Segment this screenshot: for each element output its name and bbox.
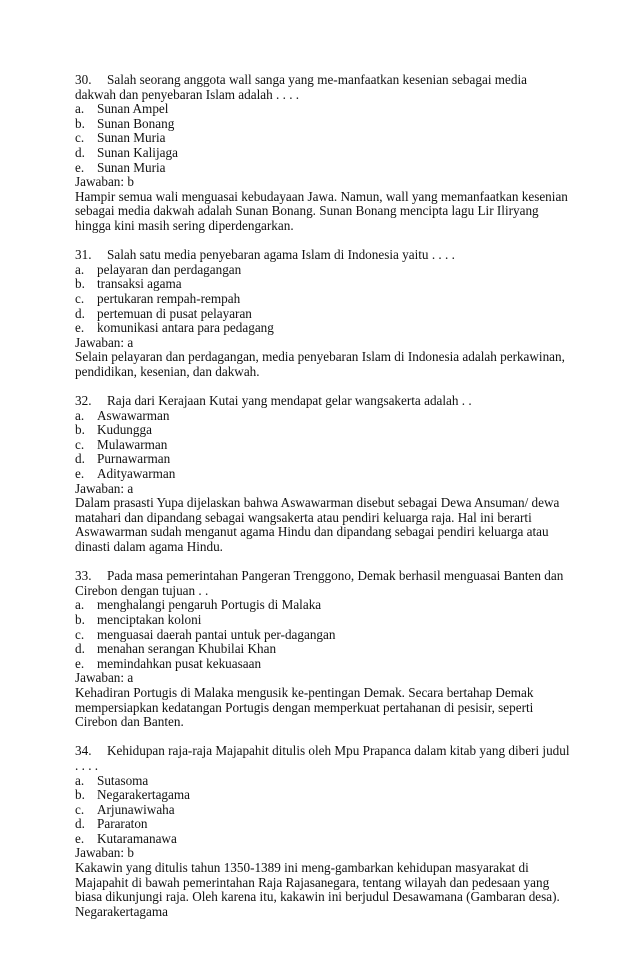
option-letter: a.	[75, 261, 85, 277]
option-b	[75, 423, 570, 438]
option-a	[75, 263, 570, 278]
option-letter: d.	[75, 144, 85, 160]
answer-line: Jawaban: a	[75, 480, 134, 496]
option-d	[75, 642, 570, 657]
option-d	[75, 817, 570, 832]
option-letter: e.	[75, 466, 85, 482]
option-letter: c.	[75, 130, 85, 146]
option-text: Sunan Ampel	[97, 101, 169, 117]
option-text: menahan serangan Khubilai Khan	[97, 641, 277, 657]
option-letter: b.	[75, 787, 85, 803]
question-text: Salah seorang anggota wall sanga yang me-manfaatkan kesenian sebagai media dakwah dan penyebaran Islam adalah . . . .	[75, 72, 528, 102]
option-letter: b.	[75, 276, 85, 292]
option-text: transaksi agama	[97, 276, 182, 292]
option-a	[75, 774, 570, 789]
option-text: Sutasoma	[97, 772, 149, 788]
option-d	[75, 146, 570, 161]
question-31	[75, 248, 570, 379]
option-c	[75, 131, 570, 146]
option-d	[75, 307, 570, 322]
option-letter: a.	[75, 101, 85, 117]
explanation: Selain pelayaran dan perdagangan, media penyebaran Islam di Indonesia adalah perkawinan, pendidikan, kesenian, dan dakwah.	[75, 349, 565, 379]
question-30	[75, 73, 570, 234]
option-a	[75, 409, 570, 424]
option-c	[75, 803, 570, 818]
question-stem	[75, 744, 570, 773]
option-b	[75, 277, 570, 292]
option-c	[75, 292, 570, 307]
option-text: pelayaran dan perdagangan	[97, 261, 242, 277]
option-letter: a.	[75, 597, 85, 613]
question-32	[75, 394, 570, 555]
option-text: Sunan Muria	[97, 159, 166, 175]
explanation: Kakawin yang ditulis tahun 1350-1389 ini meng-gambarkan kehidupan masyarakat di Majapahit di bawah pemerintahan Raja Rajasanegara, tentang wilayah dan pedesaan yang biasa dikunjungi raja. Oleh karena itu, kakawin ini berjudul Desawamana (Gambaran desa). Negarakertagama	[75, 860, 560, 919]
option-letter: b.	[75, 115, 85, 131]
explanation: Dalam prasasti Yupa dijelaskan bahwa Aswawarman disebut sebagai Dewa Ansuman/ dewa matahari dan dipandang sebagai wangsakerta atau pendiri keluarga raja. Hal ini berarti Aswawarman sudah menganut agama Hindu dan dipandang sebagai pendiri keluarga atau dinasti dalam agama Hindu.	[75, 495, 560, 554]
question-stem	[75, 73, 570, 102]
option-letter: c.	[75, 801, 85, 817]
question-33	[75, 569, 570, 730]
question-number: 34.	[75, 743, 92, 759]
option-letter: c.	[75, 626, 85, 642]
question-number: 31.	[75, 247, 92, 263]
option-letter: d.	[75, 816, 85, 832]
question-stem	[75, 394, 570, 409]
option-text: menghalangi pengaruh Portugis di Malaka	[97, 597, 322, 613]
option-text: pertemuan di pusat pelayaran	[97, 305, 252, 321]
question-stem	[75, 569, 570, 598]
option-e	[75, 467, 570, 482]
question-34	[75, 744, 570, 919]
question-number: 30.	[75, 72, 92, 87]
answer-line: Jawaban: a	[75, 334, 134, 350]
option-letter: b.	[75, 422, 85, 438]
answer-line: Jawaban: a	[75, 670, 134, 686]
option-text: Sunan Bonang	[97, 115, 175, 131]
option-text: Mulawarman	[97, 436, 168, 452]
option-text: Kudungga	[97, 422, 152, 438]
option-a	[75, 102, 570, 117]
option-letter: c.	[75, 290, 85, 306]
option-letter: a.	[75, 772, 85, 788]
option-text: Adityawarman	[97, 466, 176, 482]
option-letter: c.	[75, 436, 85, 452]
option-text: Negarakertagama	[97, 787, 190, 803]
explanation: Hampir semua wali menguasai kebudayaan Jawa. Namun, wall yang memanfaatkan kesenian sebagai media dakwah adalah Sunan Bonang. Sunan Bonang mencipta lagu Lir Iliryang hingga kini masih sering diperdengarkan.	[75, 188, 568, 233]
question-text: Salah satu media penyebaran agama Islam di Indonesia yaitu . . . .	[107, 247, 455, 263]
answer-line: Jawaban: b	[75, 845, 134, 861]
option-text: komunikasi antara para pedagang	[97, 320, 274, 336]
question-number: 33.	[75, 568, 92, 584]
option-text: menciptakan koloni	[97, 611, 202, 627]
option-text: Aswawarman	[97, 407, 170, 423]
option-e	[75, 657, 570, 672]
option-text: Pararaton	[97, 816, 148, 832]
option-text: Arjunawiwaha	[97, 801, 175, 817]
option-letter: d.	[75, 451, 85, 467]
option-e	[75, 321, 570, 336]
option-text: pertukaran rempah-rempah	[97, 290, 241, 306]
question-text: Raja dari Kerajaan Kutai yang mendapat gelar wangsakerta adalah . .	[107, 393, 472, 409]
option-c	[75, 628, 570, 643]
option-letter: a.	[75, 407, 85, 423]
explanation: Kehadiran Portugis di Malaka mengusik ke-pentingan Demak. Secara bertahap Demak mempersiapkan kedatangan Portugis dengan memperkuat pertahanan di pesisir, seperti Cirebon dan Banten.	[75, 684, 534, 730]
option-letter: d.	[75, 641, 85, 657]
option-text: memindahkan pusat kekuasaan	[97, 655, 262, 671]
option-e	[75, 161, 570, 176]
option-b	[75, 613, 570, 628]
option-text: Sunan Kalijaga	[97, 144, 178, 160]
option-letter: e.	[75, 159, 85, 175]
option-text: menguasai daerah pantai untuk per-dagangan	[97, 626, 336, 642]
option-b	[75, 117, 570, 132]
option-text: Purnawarman	[97, 451, 171, 467]
document-page	[75, 73, 570, 934]
answer-line: Jawaban: b	[75, 174, 134, 190]
option-e	[75, 832, 570, 847]
option-b	[75, 788, 570, 803]
option-c	[75, 438, 570, 453]
question-text: Pada masa pemerintahan Pangeran Trenggono, Demak berhasil menguasai Banten dan Cirebon dengan tujuan . .	[75, 568, 564, 598]
option-letter: b.	[75, 611, 85, 627]
option-letter: e.	[75, 830, 85, 846]
question-number: 32.	[75, 393, 92, 409]
option-letter: d.	[75, 305, 85, 321]
question-stem	[75, 248, 570, 263]
option-text: Sunan Muria	[97, 130, 166, 146]
option-text: Kutaramanawa	[97, 830, 177, 846]
option-letter: e.	[75, 320, 85, 336]
question-text: Kehidupan raja-raja Majapahit ditulis oleh Mpu Prapanca dalam kitab yang diberi judul . . . .	[75, 743, 570, 773]
option-a	[75, 598, 570, 613]
option-d	[75, 452, 570, 467]
option-letter: e.	[75, 655, 85, 671]
